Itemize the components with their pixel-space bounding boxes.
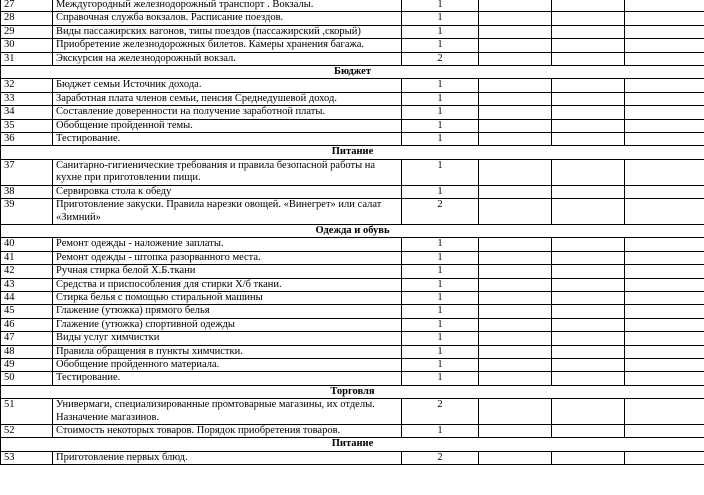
lesson-hours: 2 <box>402 399 479 425</box>
lesson-row <box>1 185 704 198</box>
empty-cell <box>479 238 552 251</box>
lesson-topic: Приготовление закуски. Правила нарезки овощей. «Винегрет» или салат «Зимний» <box>53 199 402 225</box>
empty-cell <box>479 133 552 146</box>
lesson-row <box>1 79 704 92</box>
lesson-row <box>1 39 704 52</box>
lesson-hours: 1 <box>402 278 479 291</box>
section-header-row <box>1 146 704 159</box>
lesson-number: 43 <box>1 278 53 291</box>
lesson-row <box>1 318 704 331</box>
lesson-topic: Ремонт одежды - штопка разорванного места. <box>53 251 402 264</box>
empty-cell <box>625 318 704 331</box>
lesson-topic: Глажение (утюжка) спортивной одежды <box>53 318 402 331</box>
lesson-row <box>1 119 704 132</box>
lesson-number: 29 <box>1 25 53 38</box>
lesson-number: 53 <box>1 451 53 464</box>
empty-cell <box>625 159 704 185</box>
empty-cell <box>479 265 552 278</box>
empty-cell <box>479 199 552 225</box>
empty-cell <box>552 372 625 385</box>
lesson-topic: Заработная плата членов семьи, пенсия Среднедушевой доход. <box>53 92 402 105</box>
lesson-topic: Глажение (утюжка) прямого белья <box>53 305 402 318</box>
empty-cell <box>625 278 704 291</box>
lesson-number: 34 <box>1 106 53 119</box>
lesson-row <box>1 159 704 185</box>
lesson-number: 33 <box>1 92 53 105</box>
lesson-number: 32 <box>1 79 53 92</box>
lesson-number: 45 <box>1 305 53 318</box>
lesson-number: 52 <box>1 425 53 438</box>
lesson-number: 49 <box>1 358 53 371</box>
lesson-number: 31 <box>1 52 53 65</box>
empty-cell <box>625 372 704 385</box>
lesson-number: 47 <box>1 332 53 345</box>
lesson-row <box>1 358 704 371</box>
lesson-row <box>1 238 704 251</box>
lesson-number: 50 <box>1 372 53 385</box>
empty-cell <box>552 52 625 65</box>
lesson-number: 35 <box>1 119 53 132</box>
lesson-hours: 1 <box>402 92 479 105</box>
lesson-topic: Приобретение железнодорожных билетов. Камеры хранения багажа. <box>53 39 402 52</box>
lesson-hours: 1 <box>402 425 479 438</box>
empty-cell <box>625 425 704 438</box>
lesson-number: 51 <box>1 399 53 425</box>
lesson-row <box>1 133 704 146</box>
empty-cell <box>552 119 625 132</box>
lesson-hours: 1 <box>402 185 479 198</box>
lesson-number: 48 <box>1 345 53 358</box>
section-header-row <box>1 438 704 451</box>
empty-cell <box>625 305 704 318</box>
lesson-row <box>1 372 704 385</box>
lesson-number: 40 <box>1 238 53 251</box>
lesson-hours: 1 <box>402 12 479 25</box>
empty-cell <box>552 92 625 105</box>
lesson-hours: 1 <box>402 305 479 318</box>
empty-cell <box>479 372 552 385</box>
empty-cell <box>479 0 552 12</box>
lesson-row <box>1 399 704 425</box>
empty-cell <box>552 399 625 425</box>
section-title: Одежда и обувь <box>1 224 704 237</box>
empty-cell <box>625 251 704 264</box>
lesson-topic: Тестирование. <box>53 133 402 146</box>
lesson-hours: 2 <box>402 199 479 225</box>
empty-cell <box>625 119 704 132</box>
lesson-topic: Средства и приспособления для стирки Х/б ткани. <box>53 278 402 291</box>
empty-cell <box>625 265 704 278</box>
lesson-number: 38 <box>1 185 53 198</box>
empty-cell <box>552 238 625 251</box>
empty-cell <box>479 399 552 425</box>
empty-cell <box>552 278 625 291</box>
empty-cell <box>625 291 704 304</box>
empty-cell <box>479 52 552 65</box>
lesson-topic: Приготовление первых блюд. <box>53 451 402 464</box>
section-header-row <box>1 66 704 79</box>
empty-cell <box>625 399 704 425</box>
empty-cell <box>552 12 625 25</box>
lesson-hours: 1 <box>402 332 479 345</box>
lesson-topic: Санитарно-гигиенические требования и правила безопасной работы на кухне при приготовлении пищи. <box>53 159 402 185</box>
empty-cell <box>625 39 704 52</box>
lesson-hours: 1 <box>402 318 479 331</box>
lesson-number: 30 <box>1 39 53 52</box>
lesson-topic: Обобщение пройденного материала. <box>53 358 402 371</box>
lesson-number: 46 <box>1 318 53 331</box>
empty-cell <box>625 52 704 65</box>
section-title: Торговля <box>1 385 704 398</box>
empty-cell <box>479 291 552 304</box>
lesson-row <box>1 0 704 12</box>
lesson-hours: 1 <box>402 25 479 38</box>
lesson-number: 36 <box>1 133 53 146</box>
lesson-topic: Обобщение пройденной темы. <box>53 119 402 132</box>
lesson-number: 37 <box>1 159 53 185</box>
empty-cell <box>479 185 552 198</box>
lesson-row <box>1 12 704 25</box>
lesson-hours: 1 <box>402 358 479 371</box>
lesson-hours: 1 <box>402 372 479 385</box>
lesson-row <box>1 251 704 264</box>
empty-cell <box>479 39 552 52</box>
lesson-topic: Сервировка стола к обеду <box>53 185 402 198</box>
empty-cell <box>552 251 625 264</box>
lesson-row <box>1 291 704 304</box>
empty-cell <box>552 291 625 304</box>
empty-cell <box>479 159 552 185</box>
lesson-topic: Бюджет семьи Источник дохода. <box>53 79 402 92</box>
lesson-hours: 1 <box>402 39 479 52</box>
lesson-hours: 2 <box>402 52 479 65</box>
empty-cell <box>625 133 704 146</box>
empty-cell <box>479 12 552 25</box>
empty-cell <box>625 238 704 251</box>
section-title: Питание <box>1 146 704 159</box>
empty-cell <box>552 199 625 225</box>
lesson-topic: Ручная стирка белой Х.Б.ткани <box>53 265 402 278</box>
empty-cell <box>552 358 625 371</box>
lesson-topic: Экскурсия на железнодорожный вокзал. <box>53 52 402 65</box>
lesson-topic: Междугородный железнодорожный транспорт . Вокзалы. <box>53 0 402 12</box>
lesson-row <box>1 92 704 105</box>
lesson-number: 44 <box>1 291 53 304</box>
lesson-topic: Ремонт одежды - наложение заплаты. <box>53 238 402 251</box>
lesson-topic: Правила обращения в пункты химчистки. <box>53 345 402 358</box>
lesson-hours: 1 <box>402 106 479 119</box>
empty-cell <box>552 79 625 92</box>
lesson-row <box>1 52 704 65</box>
empty-cell <box>479 425 552 438</box>
empty-cell <box>479 345 552 358</box>
lesson-topic: Тестирование. <box>53 372 402 385</box>
empty-cell <box>479 451 552 464</box>
empty-cell <box>479 332 552 345</box>
empty-cell <box>479 251 552 264</box>
lesson-row <box>1 265 704 278</box>
lesson-hours: 1 <box>402 291 479 304</box>
empty-cell <box>479 318 552 331</box>
lesson-hours: 1 <box>402 0 479 12</box>
lesson-number: 42 <box>1 265 53 278</box>
lesson-topic: Составление доверенности на получение заработной платы. <box>53 106 402 119</box>
empty-cell <box>552 0 625 12</box>
lesson-number: 39 <box>1 199 53 225</box>
lesson-hours: 1 <box>402 238 479 251</box>
section-title: Бюджет <box>1 66 704 79</box>
empty-cell <box>552 345 625 358</box>
empty-cell <box>625 12 704 25</box>
empty-cell <box>625 0 704 12</box>
lesson-row <box>1 106 704 119</box>
empty-cell <box>552 305 625 318</box>
empty-cell <box>552 106 625 119</box>
empty-cell <box>625 92 704 105</box>
section-title: Питание <box>1 438 704 451</box>
empty-cell <box>552 133 625 146</box>
lesson-row <box>1 199 704 225</box>
lesson-hours: 2 <box>402 451 479 464</box>
lesson-topic: Справочная служба вокзалов. Расписание поездов. <box>53 12 402 25</box>
lesson-row <box>1 425 704 438</box>
lesson-row <box>1 25 704 38</box>
lesson-hours: 1 <box>402 79 479 92</box>
empty-cell <box>625 358 704 371</box>
lesson-hours: 1 <box>402 345 479 358</box>
lesson-row <box>1 332 704 345</box>
empty-cell <box>479 79 552 92</box>
empty-cell <box>552 332 625 345</box>
lesson-hours: 1 <box>402 251 479 264</box>
empty-cell <box>479 305 552 318</box>
empty-cell <box>479 106 552 119</box>
empty-cell <box>625 106 704 119</box>
empty-cell <box>479 25 552 38</box>
lesson-topic: Стирка белья с помощью стиральной машины <box>53 291 402 304</box>
empty-cell <box>552 451 625 464</box>
empty-cell <box>625 332 704 345</box>
empty-cell <box>552 25 625 38</box>
empty-cell <box>552 185 625 198</box>
lesson-topic: Универмаги, специализированные промтоварные магазины, их отделы. Назначение магазинов. <box>53 399 402 425</box>
empty-cell <box>625 185 704 198</box>
empty-cell <box>479 278 552 291</box>
lesson-topic: Стоимость некоторых товаров. Порядок приобретения товаров. <box>53 425 402 438</box>
lesson-topic: Виды услуг химчистки <box>53 332 402 345</box>
section-header-row <box>1 385 704 398</box>
empty-cell <box>479 358 552 371</box>
empty-cell <box>625 199 704 225</box>
lesson-hours: 1 <box>402 133 479 146</box>
lesson-number: 27 <box>1 0 53 12</box>
empty-cell <box>552 39 625 52</box>
empty-cell <box>479 92 552 105</box>
empty-cell <box>625 25 704 38</box>
lesson-row <box>1 278 704 291</box>
empty-cell <box>552 425 625 438</box>
lesson-hours: 1 <box>402 119 479 132</box>
empty-cell <box>625 79 704 92</box>
empty-cell <box>479 119 552 132</box>
lesson-row <box>1 451 704 464</box>
empty-cell <box>552 265 625 278</box>
lesson-number: 28 <box>1 12 53 25</box>
lesson-hours: 1 <box>402 159 479 185</box>
empty-cell <box>552 159 625 185</box>
section-header-row <box>1 224 704 237</box>
lesson-row <box>1 345 704 358</box>
lesson-topic: Виды пассажирских вагонов, типы поездов (пассажирский ,скорый) <box>53 25 402 38</box>
empty-cell <box>552 318 625 331</box>
lesson-plan-body <box>1 0 704 465</box>
empty-cell <box>625 451 704 464</box>
empty-cell <box>625 345 704 358</box>
lesson-number: 41 <box>1 251 53 264</box>
lesson-hours: 1 <box>402 265 479 278</box>
lesson-row <box>1 305 704 318</box>
